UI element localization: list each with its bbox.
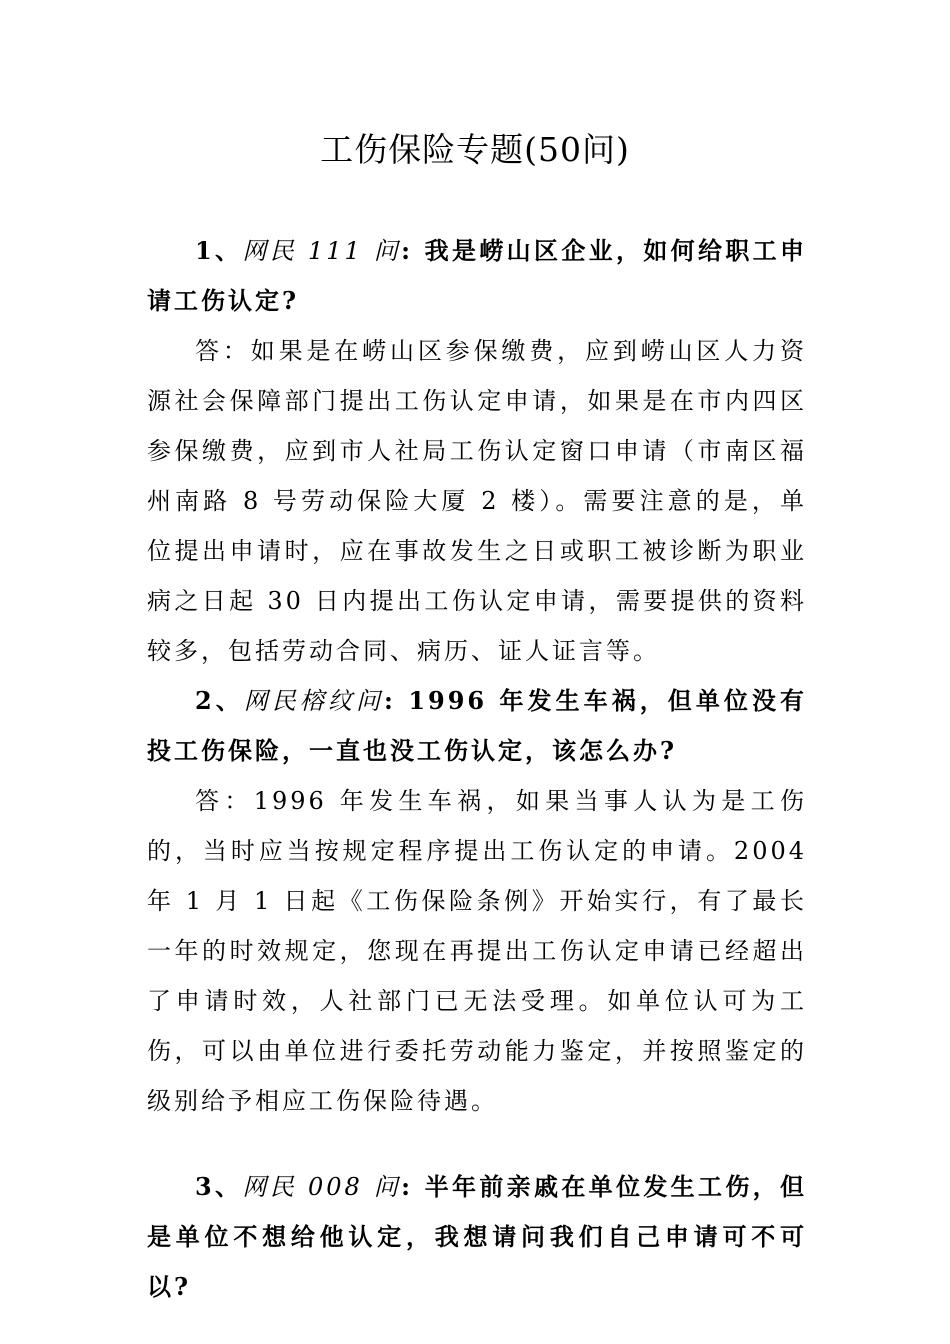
- question-1: [147, 226, 807, 326]
- answer-1: [147, 326, 807, 676]
- question-1-text: 我是崂山区企业，如何给职工申请工伤认定?: [147, 236, 808, 315]
- answer-2-text: 1996 年发生车祸，如果当事人认为是工伤的，当时应当按规定程序提出工伤认定的申请。2004 年 1 月 1 日起《工伤保险条例》开始实行，有了最长一年的时效规定，您现在再提出工伤认定申请已经超出了申请时效，人社部门已无法受理。如单位认可为工伤，可以由单位进行委托劳动能力鉴定，并按照鉴定的级别给予相应工伤保险待遇。: [147, 787, 807, 1115]
- answer-2: [147, 776, 807, 1126]
- question-1-asker: 网民 111 问: [242, 237, 402, 265]
- document-body: [147, 226, 807, 1312]
- answer-1-prefix: 答：: [195, 337, 251, 365]
- question-3-asker: 网民 008 问: [242, 1173, 402, 1201]
- section-spacer: [147, 1126, 807, 1162]
- question-3: [147, 1162, 807, 1312]
- question-2: [147, 676, 807, 776]
- question-3-text: 半年前亲戚在单位发生工伤，但是单位不想给他认定，我想请问我们自己申请可不可以?: [147, 1172, 808, 1301]
- answer-1-text: 如果是在崂山区参保缴费，应到崂山区人力资源社会保障部门提出工伤认定申请，如果是在市内四区参保缴费，应到市人社局工伤认定窗口申请（市南区福州南路 8 号劳动保险大厦 2 楼）。需要注意的是，单位提出申请时，应在事故发生之日或职工被诊断为职业病之日起 30 日内提出工伤认定申请，需要提供的资料较多，包括劳动合同、病历、证人证言等。: [147, 337, 808, 665]
- answer-2-prefix: 答：: [195, 787, 254, 815]
- question-1-number: 1、: [195, 236, 243, 265]
- question-3-colon: :: [401, 1172, 425, 1201]
- question-2-asker: 网民榕纹问: [243, 687, 385, 715]
- question-2-colon: :: [384, 686, 409, 715]
- question-3-number: 3、: [195, 1172, 243, 1201]
- question-1-colon: :: [401, 236, 425, 265]
- question-2-text: 1996 年发生车祸，但单位没有投工伤保险，一直也没工伤认定，该怎么办?: [147, 686, 807, 765]
- document-title: 工伤保险专题(50问): [320, 130, 630, 169]
- question-2-number: 2、: [195, 686, 244, 715]
